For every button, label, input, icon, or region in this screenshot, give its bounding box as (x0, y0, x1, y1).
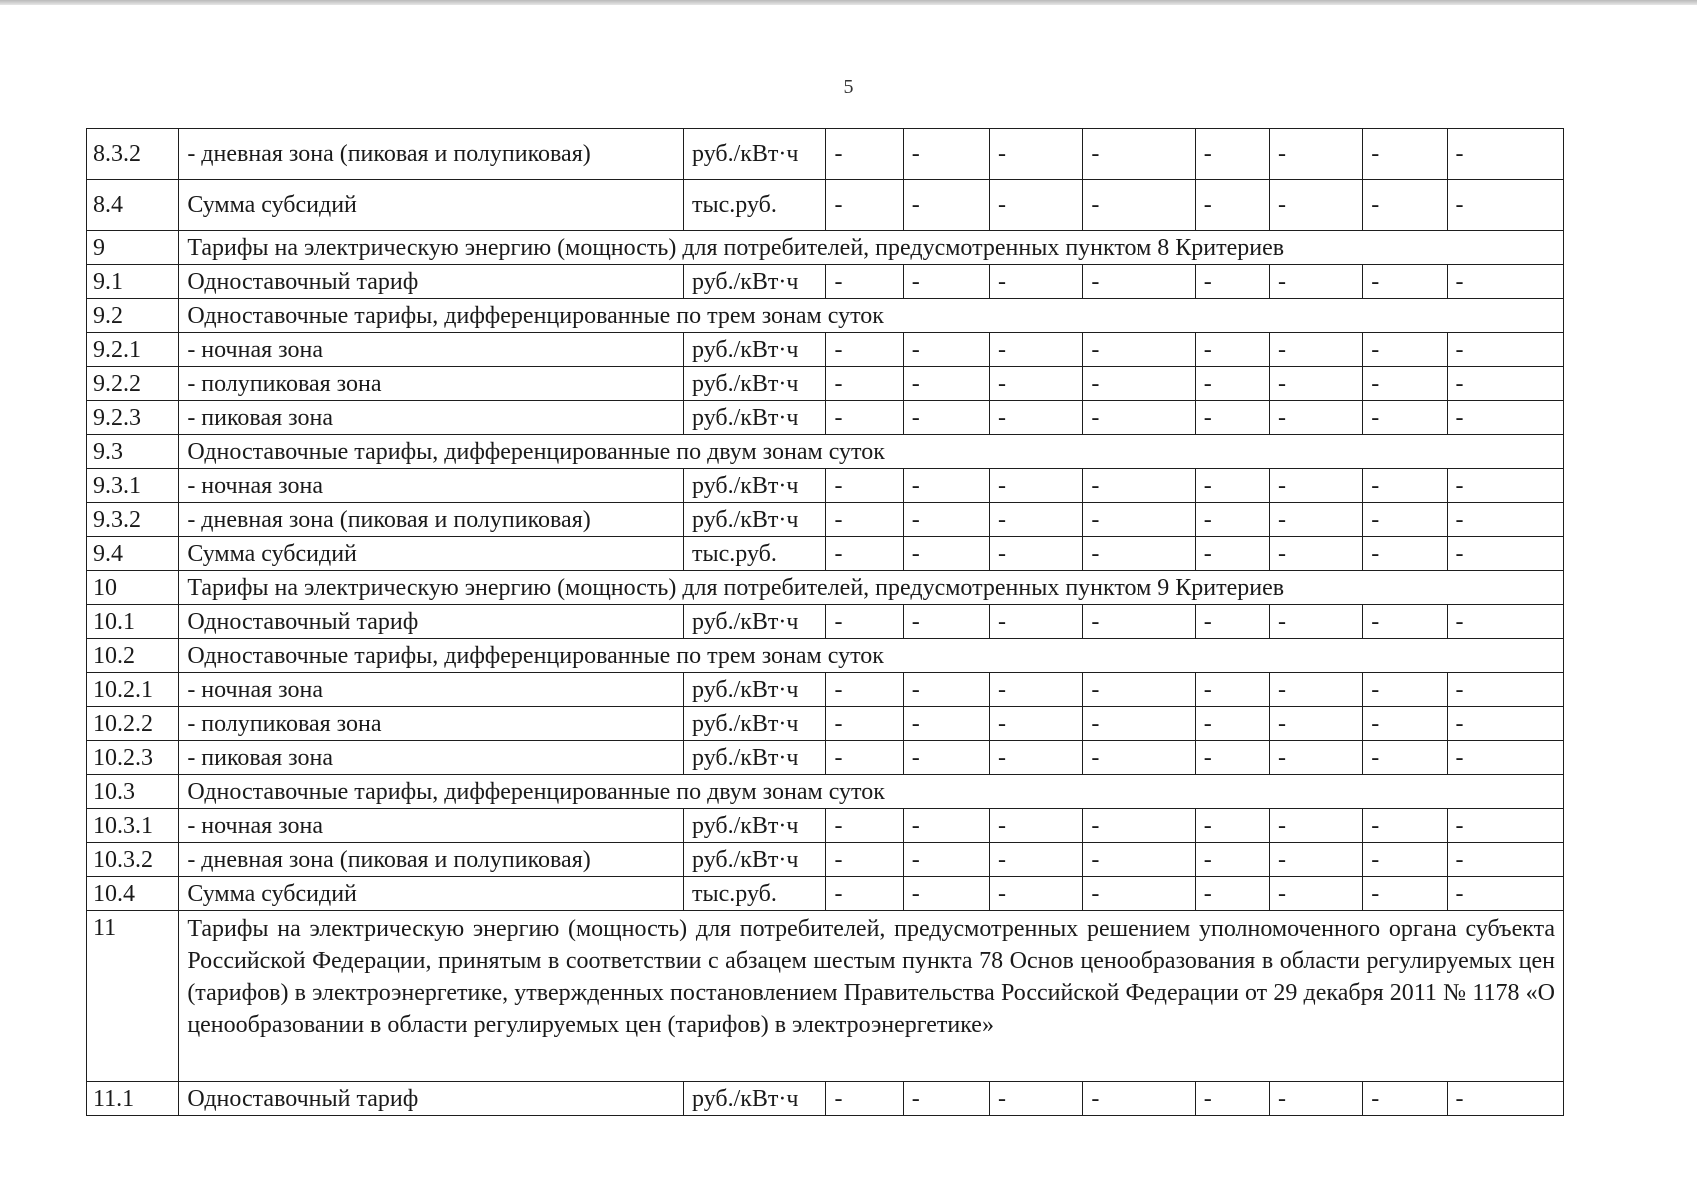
value-cell: - (1447, 741, 1563, 775)
row-number: 9.3.1 (87, 469, 179, 503)
value-cell: - (1447, 707, 1563, 741)
value-cell: - (1363, 605, 1447, 639)
page-number: 5 (843, 76, 854, 98)
row-unit: руб./кВт·ч (684, 469, 826, 503)
row-unit: руб./кВт·ч (684, 265, 826, 299)
value-cell: - (1195, 809, 1269, 843)
value-cell: - (826, 367, 903, 401)
value-cell: - (903, 503, 989, 537)
row-unit: руб./кВт·ч (684, 367, 826, 401)
value-cell: - (1447, 503, 1563, 537)
value-cell: - (1447, 843, 1563, 877)
value-cell: - (1083, 707, 1195, 741)
value-cell: - (1083, 265, 1195, 299)
value-cell: - (990, 367, 1083, 401)
row-label: Сумма субсидий (179, 180, 684, 231)
value-cell: - (1083, 809, 1195, 843)
value-cell: - (826, 707, 903, 741)
value-cell: - (1195, 537, 1269, 571)
value-cell: - (1269, 707, 1362, 741)
value-cell: - (826, 401, 903, 435)
row-label: - ночная зона (179, 333, 684, 367)
row-label: - дневная зона (пиковая и полупиковая) (179, 129, 684, 180)
row-label: - дневная зона (пиковая и полупиковая) (179, 843, 684, 877)
value-cell: - (1083, 367, 1195, 401)
table-row (87, 843, 1564, 877)
table-row (87, 537, 1564, 571)
value-cell: - (1083, 843, 1195, 877)
value-cell: - (1083, 401, 1195, 435)
row-number: 10.1 (87, 605, 179, 639)
value-cell: - (990, 673, 1083, 707)
value-cell: - (903, 129, 989, 180)
row-number: 8.3.2 (87, 129, 179, 180)
value-cell: - (1083, 741, 1195, 775)
table-row (87, 809, 1564, 843)
value-cell: - (1447, 129, 1563, 180)
value-cell: - (1195, 843, 1269, 877)
value-cell: - (903, 707, 989, 741)
table-row (87, 911, 1564, 1082)
value-cell: - (1195, 129, 1269, 180)
value-cell: - (826, 129, 903, 180)
value-cell: - (1083, 673, 1195, 707)
value-cell: - (903, 333, 989, 367)
table-row (87, 877, 1564, 911)
value-cell: - (1363, 129, 1447, 180)
value-cell: - (1083, 469, 1195, 503)
value-cell: - (1269, 265, 1362, 299)
row-number: 9 (87, 231, 179, 265)
row-unit: руб./кВт·ч (684, 129, 826, 180)
value-cell: - (826, 265, 903, 299)
value-cell: - (1195, 503, 1269, 537)
value-cell: - (826, 469, 903, 503)
row-number: 10.4 (87, 877, 179, 911)
value-cell: - (1083, 877, 1195, 911)
row-label: - ночная зона (179, 469, 684, 503)
value-cell: - (1447, 1082, 1563, 1116)
row-number: 11 (87, 911, 179, 1082)
value-cell: - (1083, 129, 1195, 180)
value-cell: - (1269, 129, 1362, 180)
value-cell: - (990, 707, 1083, 741)
value-cell: - (1195, 1082, 1269, 1116)
table-row (87, 605, 1564, 639)
value-cell: - (1363, 333, 1447, 367)
value-cell: - (1363, 469, 1447, 503)
value-cell: - (1447, 605, 1563, 639)
value-cell: - (990, 809, 1083, 843)
value-cell: - (826, 877, 903, 911)
row-number: 8.4 (87, 180, 179, 231)
row-unit: руб./кВт·ч (684, 605, 826, 639)
value-cell: - (1269, 503, 1362, 537)
row-label: Тарифы на электрическую энергию (мощность) для потребителей, предусмотренных решением уполномоченного органа субъекта Российской Федерации, принятым в соответствии с абзацем шестым пункта 78 Основ ценообразования в области регулируемых цен (тарифов) в электроэнергетике, утвержденных постановлением Правительства Российской Федерации от 29 декабря 2011 № 1178 «О ценообразовании в области регулируемых цен (тарифов) в электроэнергетике» (179, 911, 1564, 1082)
value-cell: - (990, 503, 1083, 537)
table-row (87, 775, 1564, 809)
row-unit: тыс.руб. (684, 537, 826, 571)
value-cell: - (826, 1082, 903, 1116)
table-row (87, 435, 1564, 469)
value-cell: - (1447, 265, 1563, 299)
row-unit: тыс.руб. (684, 180, 826, 231)
value-cell: - (826, 180, 903, 231)
value-cell: - (903, 265, 989, 299)
value-cell: - (1363, 537, 1447, 571)
row-label: Одноставочный тариф (179, 1082, 684, 1116)
value-cell: - (1363, 367, 1447, 401)
value-cell: - (903, 843, 989, 877)
scan-edge (0, 0, 1697, 5)
value-cell: - (1195, 401, 1269, 435)
table-row (87, 299, 1564, 333)
row-label: Сумма субсидий (179, 537, 684, 571)
value-cell: - (1363, 809, 1447, 843)
value-cell: - (1195, 469, 1269, 503)
value-cell: - (1195, 605, 1269, 639)
value-cell: - (826, 537, 903, 571)
value-cell: - (990, 537, 1083, 571)
value-cell: - (1447, 367, 1563, 401)
value-cell: - (990, 877, 1083, 911)
row-label: - полупиковая зона (179, 367, 684, 401)
value-cell: - (990, 401, 1083, 435)
value-cell: - (990, 129, 1083, 180)
value-cell: - (1083, 605, 1195, 639)
value-cell: - (1195, 741, 1269, 775)
value-cell: - (1363, 1082, 1447, 1116)
table-row (87, 741, 1564, 775)
value-cell: - (1269, 843, 1362, 877)
value-cell: - (903, 741, 989, 775)
row-label: Одноставочный тариф (179, 605, 684, 639)
row-number: 11.1 (87, 1082, 179, 1116)
value-cell: - (1363, 707, 1447, 741)
row-number: 10.2.3 (87, 741, 179, 775)
table-row (87, 401, 1564, 435)
value-cell: - (1363, 180, 1447, 231)
table-row (87, 180, 1564, 231)
tariff-table (86, 128, 1564, 1116)
value-cell: - (1269, 673, 1362, 707)
value-cell: - (990, 333, 1083, 367)
value-cell: - (1269, 469, 1362, 503)
row-label: Тарифы на электрическую энергию (мощность) для потребителей, предусмотренных пунктом 8 Критериев (179, 231, 1564, 265)
row-unit: руб./кВт·ч (684, 401, 826, 435)
value-cell: - (903, 877, 989, 911)
value-cell: - (1195, 265, 1269, 299)
value-cell: - (903, 401, 989, 435)
value-cell: - (1447, 180, 1563, 231)
value-cell: - (1447, 401, 1563, 435)
table-row (87, 673, 1564, 707)
value-cell: - (1195, 673, 1269, 707)
value-cell: - (1269, 877, 1362, 911)
table-row (87, 129, 1564, 180)
value-cell: - (1447, 333, 1563, 367)
row-unit: руб./кВт·ч (684, 333, 826, 367)
row-number: 10.3 (87, 775, 179, 809)
row-label: Тарифы на электрическую энергию (мощность) для потребителей, предусмотренных пунктом 9 Критериев (179, 571, 1564, 605)
table-row (87, 367, 1564, 401)
row-number: 9.2.3 (87, 401, 179, 435)
value-cell: - (903, 673, 989, 707)
table-row (87, 1082, 1564, 1116)
table-row (87, 469, 1564, 503)
row-unit: руб./кВт·ч (684, 809, 826, 843)
value-cell: - (1447, 673, 1563, 707)
value-cell: - (1269, 367, 1362, 401)
row-number: 9.2 (87, 299, 179, 333)
value-cell: - (990, 1082, 1083, 1116)
value-cell: - (1083, 537, 1195, 571)
table-row (87, 707, 1564, 741)
value-cell: - (1083, 1082, 1195, 1116)
table-row (87, 503, 1564, 537)
value-cell: - (1083, 333, 1195, 367)
value-cell: - (1447, 877, 1563, 911)
value-cell: - (1363, 877, 1447, 911)
value-cell: - (1195, 877, 1269, 911)
value-cell: - (826, 503, 903, 537)
value-cell: - (1363, 265, 1447, 299)
value-cell: - (1195, 180, 1269, 231)
value-cell: - (1363, 673, 1447, 707)
value-cell: - (903, 180, 989, 231)
row-label: Одноставочные тарифы, дифференцированные по двум зонам суток (179, 435, 1564, 469)
value-cell: - (1083, 180, 1195, 231)
value-cell: - (1195, 367, 1269, 401)
value-cell: - (1083, 503, 1195, 537)
value-cell: - (903, 605, 989, 639)
table-row (87, 571, 1564, 605)
value-cell: - (990, 180, 1083, 231)
row-unit: руб./кВт·ч (684, 707, 826, 741)
value-cell: - (990, 741, 1083, 775)
value-cell: - (1269, 809, 1362, 843)
row-number: 10.2.1 (87, 673, 179, 707)
value-cell: - (903, 537, 989, 571)
row-number: 10.2 (87, 639, 179, 673)
table-row (87, 231, 1564, 265)
value-cell: - (1269, 1082, 1362, 1116)
value-cell: - (826, 843, 903, 877)
value-cell: - (1447, 809, 1563, 843)
row-number: 9.2.1 (87, 333, 179, 367)
row-label: - полупиковая зона (179, 707, 684, 741)
row-label: - ночная зона (179, 809, 684, 843)
value-cell: - (826, 673, 903, 707)
value-cell: - (903, 809, 989, 843)
table-row (87, 639, 1564, 673)
value-cell: - (826, 741, 903, 775)
value-cell: - (1363, 503, 1447, 537)
row-unit: руб./кВт·ч (684, 843, 826, 877)
value-cell: - (1195, 333, 1269, 367)
value-cell: - (1363, 401, 1447, 435)
row-number: 10.2.2 (87, 707, 179, 741)
table-row (87, 265, 1564, 299)
row-number: 9.3 (87, 435, 179, 469)
row-number: 9.1 (87, 265, 179, 299)
row-number: 9.2.2 (87, 367, 179, 401)
value-cell: - (1269, 333, 1362, 367)
value-cell: - (1447, 469, 1563, 503)
value-cell: - (990, 265, 1083, 299)
row-unit: руб./кВт·ч (684, 1082, 826, 1116)
value-cell: - (990, 469, 1083, 503)
value-cell: - (1269, 180, 1362, 231)
value-cell: - (826, 605, 903, 639)
value-cell: - (1363, 843, 1447, 877)
row-unit: руб./кВт·ч (684, 741, 826, 775)
row-unit: руб./кВт·ч (684, 503, 826, 537)
value-cell: - (903, 367, 989, 401)
value-cell: - (1269, 401, 1362, 435)
row-label: Сумма субсидий (179, 877, 684, 911)
row-number: 10 (87, 571, 179, 605)
row-label: - дневная зона (пиковая и полупиковая) (179, 503, 684, 537)
value-cell: - (903, 1082, 989, 1116)
value-cell: - (1363, 741, 1447, 775)
table-row (87, 333, 1564, 367)
value-cell: - (990, 605, 1083, 639)
value-cell: - (1195, 707, 1269, 741)
value-cell: - (903, 469, 989, 503)
value-cell: - (826, 333, 903, 367)
row-unit: тыс.руб. (684, 877, 826, 911)
value-cell: - (990, 843, 1083, 877)
value-cell: - (1269, 605, 1362, 639)
row-label: - ночная зона (179, 673, 684, 707)
row-number: 9.4 (87, 537, 179, 571)
row-number: 10.3.1 (87, 809, 179, 843)
row-number: 10.3.2 (87, 843, 179, 877)
row-number: 9.3.2 (87, 503, 179, 537)
value-cell: - (1269, 741, 1362, 775)
value-cell: - (826, 809, 903, 843)
value-cell: - (1269, 537, 1362, 571)
value-cell: - (1447, 537, 1563, 571)
row-label: - пиковая зона (179, 741, 684, 775)
row-label: Одноставочный тариф (179, 265, 684, 299)
row-label: Одноставочные тарифы, дифференцированные по трем зонам суток (179, 639, 1564, 673)
row-label: Одноставочные тарифы, дифференцированные по трем зонам суток (179, 299, 1564, 333)
row-unit: руб./кВт·ч (684, 673, 826, 707)
row-label: - пиковая зона (179, 401, 684, 435)
row-label: Одноставочные тарифы, дифференцированные по двум зонам суток (179, 775, 1564, 809)
